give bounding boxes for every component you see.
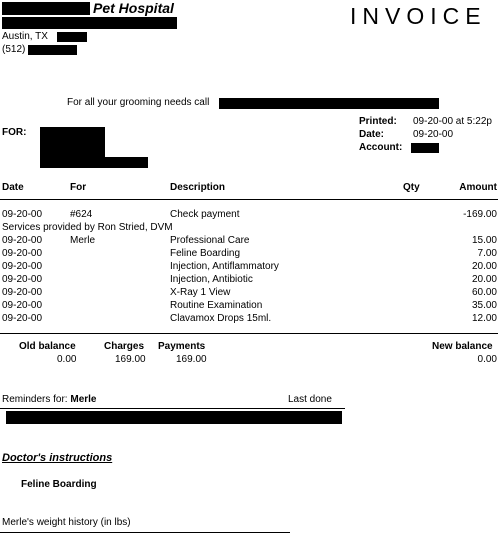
row-description: Injection, Antiflammatory — [170, 261, 279, 272]
redacted-clinic-prefix — [2, 2, 90, 15]
old-balance-value: 0.00 — [57, 354, 77, 365]
charges-value: 169.00 — [115, 354, 146, 365]
row-date: 09-20-00 — [2, 235, 43, 246]
invoice-title: INVOICE — [350, 3, 487, 29]
row-description: Professional Care — [170, 235, 250, 246]
table-row — [0, 287, 500, 300]
grooming-text: For all your grooming needs call — [67, 97, 210, 108]
for-label: FOR: — [2, 127, 27, 138]
last-done-label: Last done — [288, 394, 332, 405]
table-row — [0, 209, 500, 222]
new-balance-label: New balance — [432, 341, 493, 352]
payment-check-number: #624 — [70, 209, 93, 220]
payments-value: 169.00 — [176, 354, 207, 365]
redacted-zip — [57, 32, 87, 42]
payment-description: Check payment — [170, 209, 240, 220]
row-amount: 35.00 — [471, 300, 497, 311]
row-date: 09-20-00 — [2, 274, 43, 285]
reminders-label — [2, 394, 96, 405]
account-label: Account: — [359, 142, 403, 153]
reminders-for-label: Reminders for: — [2, 394, 68, 405]
redacted-account — [411, 143, 439, 153]
row-description: X-Ray 1 View — [170, 287, 231, 298]
printed-value: 09-20-00 at 5:22p — [413, 116, 492, 127]
date-label: Date: — [359, 129, 385, 140]
table-header — [0, 182, 500, 195]
redacted-grooming-phone — [219, 98, 439, 109]
doctor-instructions-heading: Doctor's instructions — [2, 452, 113, 464]
redacted-phone — [28, 45, 77, 55]
redacted-client-address — [40, 157, 148, 168]
payment-date: 09-20-00 — [2, 209, 43, 220]
table-row — [0, 313, 500, 326]
table-row — [0, 300, 500, 313]
header-for: For — [70, 182, 87, 193]
header-amount: Amount — [459, 182, 497, 193]
header-qty: Qty — [403, 182, 420, 193]
row-amount: 20.00 — [471, 274, 497, 285]
row-amount: 7.00 — [477, 248, 497, 259]
row-amount: 20.00 — [471, 261, 497, 272]
redacted-client-name — [40, 127, 105, 157]
row-date: 09-20-00 — [2, 300, 43, 311]
header-description: Description — [170, 182, 226, 193]
reminders-rule — [0, 408, 345, 409]
header-rule — [0, 199, 498, 200]
row-amount: 60.00 — [471, 287, 497, 298]
reminders-pet-name: Merle — [70, 394, 97, 405]
printed-label: Printed: — [359, 116, 397, 127]
date-value: 09-20-00 — [413, 129, 454, 140]
row-description: Injection, Antibiotic — [170, 274, 253, 285]
clinic-name: Pet Hospital — [93, 0, 174, 16]
table-row — [0, 235, 500, 248]
old-balance-label: Old balance — [19, 341, 76, 352]
new-balance-value: 0.00 — [477, 354, 497, 365]
payments-label: Payments — [158, 341, 206, 352]
totals-rule — [0, 333, 498, 334]
weight-history-rule — [0, 532, 290, 533]
table-row — [0, 261, 500, 274]
row-date: 09-20-00 — [2, 287, 43, 298]
table-row — [0, 248, 500, 261]
payment-amount: -169.00 — [463, 209, 497, 220]
row-date: 09-20-00 — [2, 313, 43, 324]
table-row — [0, 274, 500, 287]
row-amount: 12.00 — [471, 313, 497, 324]
row-description: Clavamox Drops 15ml. — [170, 313, 272, 324]
header-date: Date — [2, 182, 24, 193]
weight-history-label: Merle's weight history (in lbs) — [2, 517, 131, 528]
row-amount: 15.00 — [471, 235, 497, 246]
row-description: Feline Boarding — [170, 248, 241, 259]
row-description: Routine Examination — [170, 300, 263, 311]
redacted-reminders — [6, 411, 342, 424]
charges-label: Charges — [104, 341, 145, 352]
row-date: 09-20-00 — [2, 261, 43, 272]
phone-prefix: (512) — [2, 44, 26, 55]
city-state: Austin, TX — [2, 31, 48, 42]
redacted-address — [2, 17, 177, 29]
provider-line: Services provided by Ron Stried, DVM — [2, 222, 173, 233]
row-date: 09-20-00 — [2, 248, 43, 259]
row-pet: Merle — [70, 235, 96, 246]
doctor-instruction: Feline Boarding — [21, 479, 97, 490]
